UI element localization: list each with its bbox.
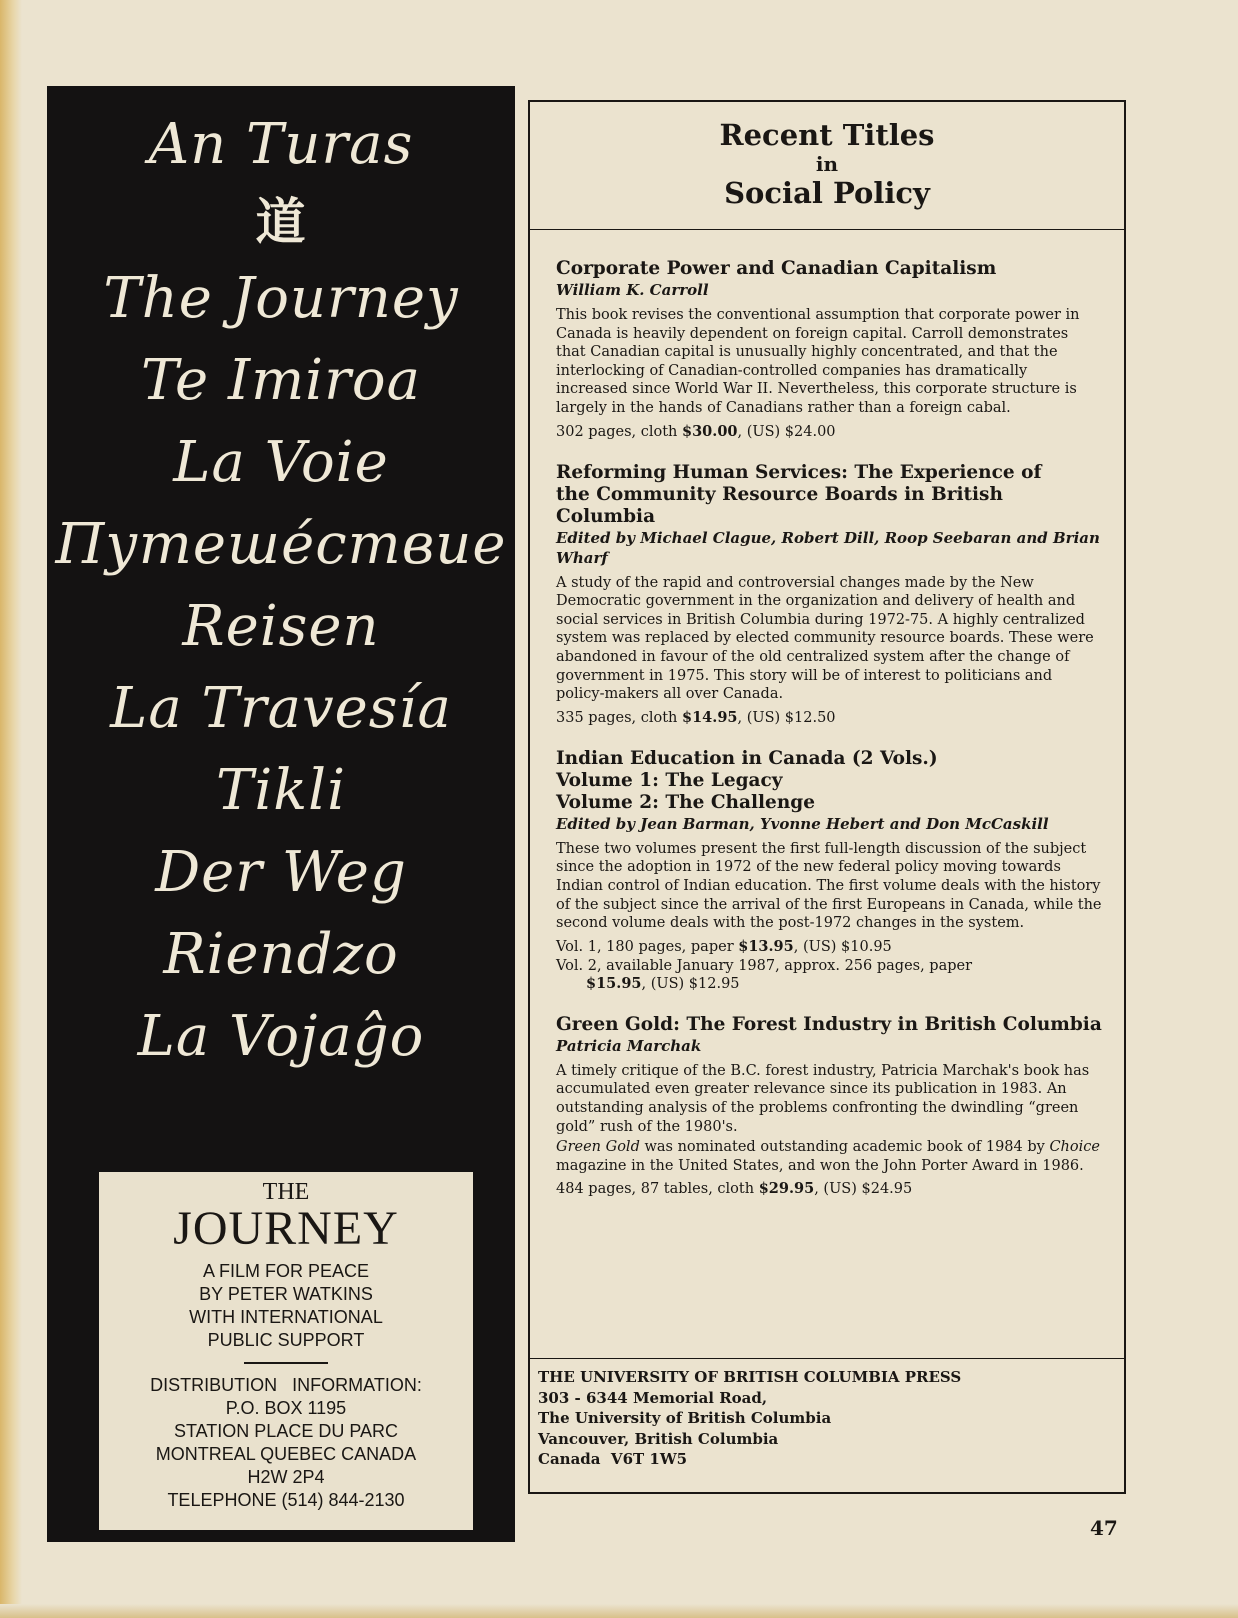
book-subtitle: Volume 2: The Challenge bbox=[556, 791, 815, 813]
distribution-line: P.O. BOX 1195 bbox=[225, 1398, 347, 1418]
book-price-vol2-amount bbox=[556, 975, 1102, 994]
film-tagline: A FILM FOR PEACE bbox=[202, 1261, 370, 1281]
price-cad: $13.95 bbox=[738, 937, 794, 955]
book-description: This book revises the conventional assumption that corporate power in Canada is heavily dependent on foreign capital. Carroll demonstrates that Canadian capital is unusually highly concentrated, and that the interlocking of Canadian-controlled companies has dramatically increased since World War II. Nevertheless, this corporate structure is largely in the hands of Canadians rather than a foreign cabal. bbox=[556, 307, 1080, 416]
distribution-line: STATION PLACE DU PARC bbox=[173, 1421, 399, 1441]
heading-line: in bbox=[815, 152, 839, 176]
price-text: 484 pages, 87 tables, cloth bbox=[556, 1181, 759, 1198]
page-edge bbox=[0, 1604, 1238, 1618]
book-description: These two volumes present the first full-length discussion of the subject since the adoption in 1972 of the new federal policy moving towards Indian control of Indian education. The first volume deals with the history of the subject since the arrival of the first Europeans in Canada, while the second volume deals with the post-1972 changes in the system. bbox=[556, 840, 1102, 932]
titles-heading bbox=[530, 102, 1124, 230]
translation-word: La Travesía bbox=[110, 676, 452, 741]
recent-titles-advertisement bbox=[528, 100, 1126, 1494]
address-line: Vancouver, British Columbia bbox=[538, 1429, 779, 1448]
book-author: Edited by Michael Clague, Robert Dill, Roop Seebaran and Brian Wharf bbox=[556, 528, 1100, 567]
book-description: A study of the rapid and controversial changes made by the New Democratic government in the organization and delivery of health and social services in British Columbia during 1972-75. A highly centralized system was replaced by elected community resource boards. These were abandoned in favour of the old centralized system after the change of government in 1975. This story will be of interest to politicians and policy-makers all over Canada. bbox=[556, 574, 1094, 703]
book-author: Patricia Marchak bbox=[556, 1036, 702, 1055]
price-text: Vol. 1, 180 pages, paper bbox=[556, 938, 739, 955]
price-text: 335 pages, cloth bbox=[556, 709, 682, 726]
distribution-line: H2W 2P4 bbox=[247, 1467, 325, 1487]
heading-line: Social Policy bbox=[724, 176, 930, 210]
book-title: Indian Education in Canada (2 Vols.) bbox=[556, 747, 938, 769]
book-subtitle: Volume 1: The Legacy bbox=[556, 769, 783, 791]
note-text: magazine in the United States, and won the John Porter Award in 1986. bbox=[556, 1157, 1084, 1174]
translation-word: 道 bbox=[255, 192, 307, 251]
distribution-line: MONTREAL QUEBEC CANADA bbox=[155, 1444, 417, 1464]
book-title: Corporate Power and Canadian Capitalism bbox=[556, 258, 997, 279]
book-author: Edited by Jean Barman, Yvonne Hebert and Don McCaskill bbox=[556, 814, 1049, 833]
note-italic: Choice bbox=[1049, 1139, 1100, 1156]
book-price bbox=[556, 422, 1102, 442]
book-title: Reforming Human Services: The Experience of the Community Resource Boards in British Columbia bbox=[556, 461, 1042, 527]
price-us: , (US) $12.95 bbox=[641, 976, 740, 993]
book-entry bbox=[556, 258, 1102, 442]
price-text: 302 pages, cloth bbox=[556, 423, 682, 440]
heading-line: Recent Titles bbox=[719, 118, 935, 152]
translation-word: La Voie bbox=[173, 430, 389, 495]
address-line: Canada V6T 1W5 bbox=[538, 1450, 688, 1468]
translation-word: La Vojaĝo bbox=[137, 1004, 425, 1069]
journey-translations bbox=[47, 104, 515, 1078]
telephone: TELEPHONE (514) 844-2130 bbox=[167, 1490, 405, 1510]
price-cad: $30.00 bbox=[682, 422, 738, 440]
book-title: Green Gold: The Forest Industry in British Columbia bbox=[556, 1013, 1102, 1035]
book-author: William K. Carroll bbox=[556, 281, 709, 299]
price-us: , (US) $24.95 bbox=[814, 1181, 913, 1198]
distribution-heading: DISTRIBUTION INFORMATION: bbox=[150, 1375, 422, 1395]
price-us: , (US) $12.50 bbox=[737, 709, 836, 726]
film-tagline: WITH INTERNATIONAL bbox=[189, 1307, 383, 1327]
publisher-address bbox=[530, 1358, 1124, 1470]
translation-word: Путешéствие bbox=[55, 512, 507, 577]
film-logo-the: THE bbox=[262, 1179, 310, 1205]
note-italic: Green Gold bbox=[556, 1139, 640, 1156]
price-cad: $14.95 bbox=[682, 708, 738, 726]
book-price bbox=[556, 1179, 1102, 1199]
address-line: 303 - 6344 Memorial Road, bbox=[538, 1388, 768, 1407]
book-award-note bbox=[556, 1138, 1102, 1175]
film-tagline: PUBLIC SUPPORT bbox=[207, 1330, 365, 1350]
translation-word: Der Weg bbox=[155, 840, 407, 905]
price-us: , (US) $10.95 bbox=[793, 938, 892, 955]
book-description: A timely critique of the B.C. forest industry, Patricia Marchak's book has accumulated even greater relevance since its publication in 1983. An outstanding analysis of the problems confronting the dwindling “green gold” rush of the 1980's. bbox=[556, 1062, 1090, 1135]
book-entry bbox=[556, 748, 1102, 994]
price-cad: $15.95 bbox=[586, 975, 642, 993]
note-text: was nominated outstanding academic book of 1984 by bbox=[639, 1139, 1050, 1156]
film-logo-journey: JOURNEY bbox=[173, 1202, 399, 1255]
page-spine bbox=[0, 0, 22, 1618]
translation-word: An Turas bbox=[148, 112, 414, 177]
address-line: The University of British Columbia bbox=[538, 1409, 832, 1427]
price-cad: $29.95 bbox=[758, 1180, 815, 1198]
book-entry bbox=[556, 1014, 1102, 1200]
publisher-name: THE UNIVERSITY OF BRITISH COLUMBIA PRESS bbox=[538, 1368, 962, 1386]
page-number: 47 bbox=[1090, 1516, 1118, 1540]
book-price bbox=[556, 708, 1102, 728]
divider bbox=[244, 1362, 328, 1364]
translation-word: The Journey bbox=[103, 266, 459, 331]
film-tagline: BY PETER WATKINS bbox=[199, 1284, 373, 1304]
translation-word: Reisen bbox=[182, 594, 380, 659]
film-info-box bbox=[99, 1172, 473, 1530]
translation-word: Tikli bbox=[215, 758, 346, 823]
translation-word: Te Imiroa bbox=[141, 348, 421, 413]
book-price-vol2: Vol. 2, available January 1987, approx. 256 pages, paper bbox=[556, 957, 973, 974]
price-us: , (US) $24.00 bbox=[737, 423, 836, 440]
film-advertisement bbox=[47, 86, 515, 1542]
book-price bbox=[556, 937, 1102, 957]
translation-word: Riendzo bbox=[163, 922, 399, 987]
book-entry bbox=[556, 462, 1102, 728]
